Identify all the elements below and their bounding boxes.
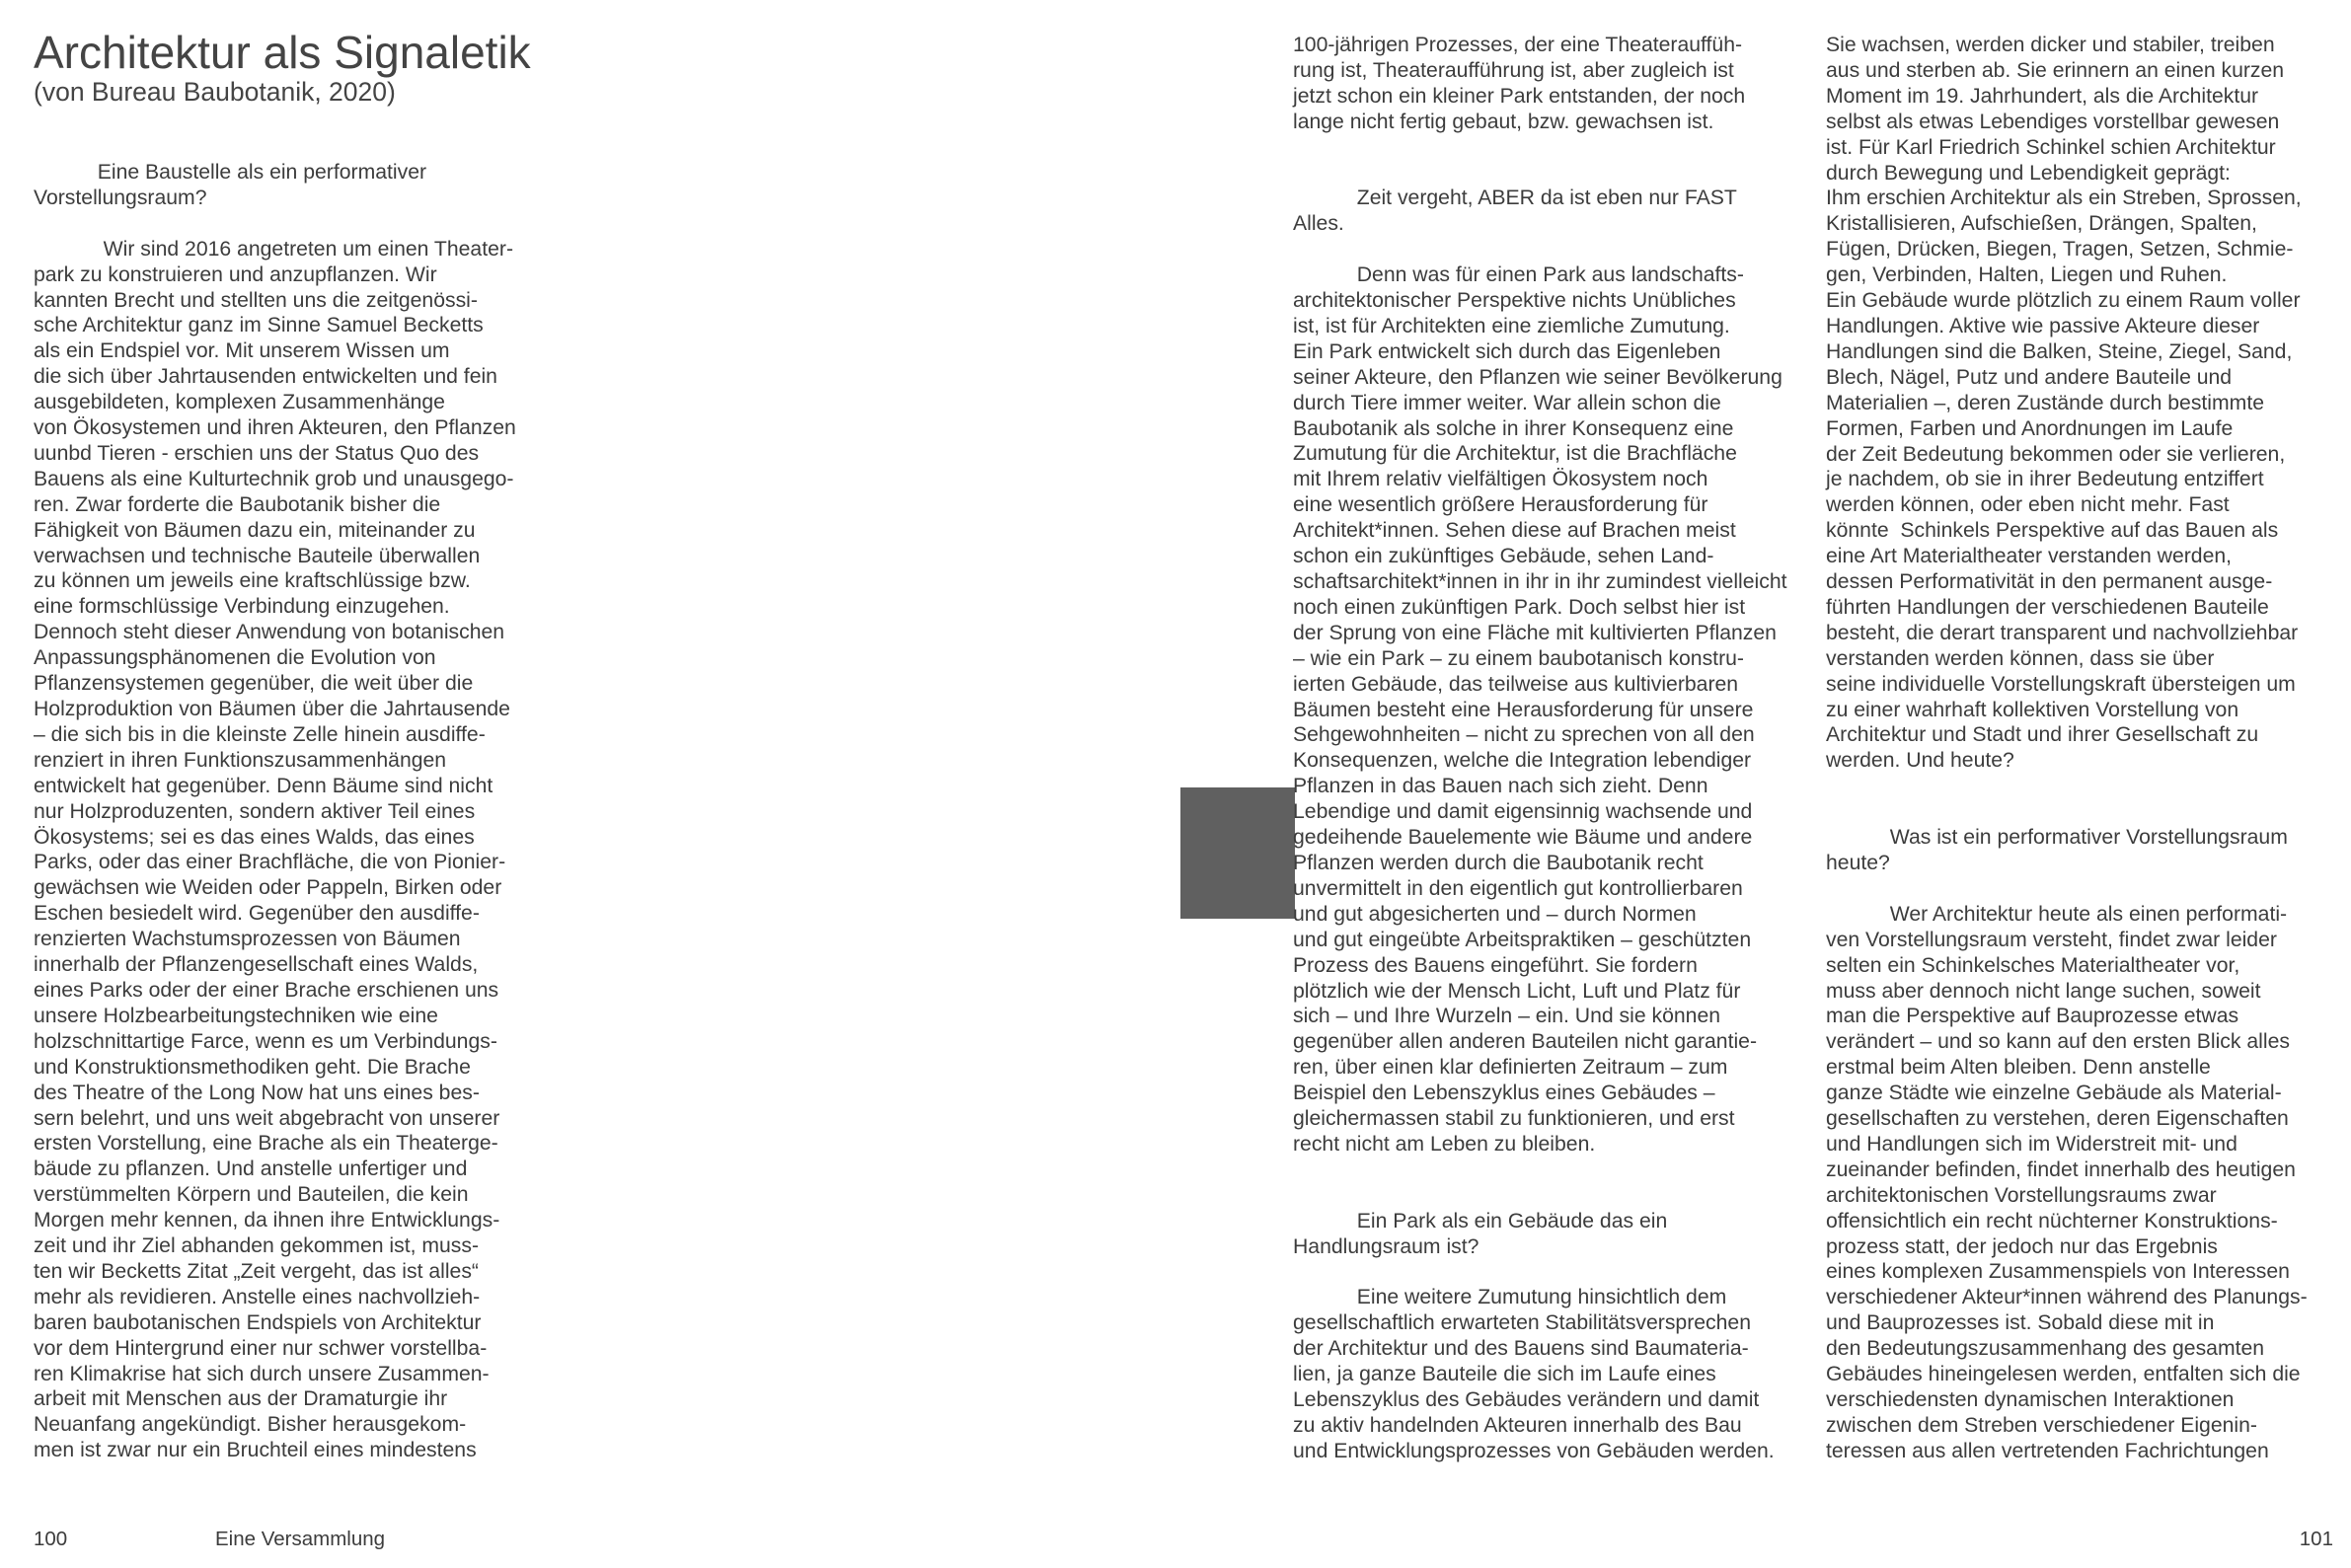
text-line: Beispiel den Lebenszyklus eines Gebäudes –: [1293, 1082, 1715, 1105]
text-line: unvermittelt in den eigentlich gut kontrollierbaren: [1293, 876, 1743, 900]
text-line: mit Ihrem relativ vielfältigen Ökosystem noch: [1293, 468, 1708, 491]
section-heading: [1293, 186, 1806, 237]
text-line: Pflanzensystemen gegenüber, die weit über die: [34, 672, 474, 696]
text-line: baren baubotanischen Endspiels von Architektur: [34, 1310, 482, 1334]
text-line: Bäumen besteht eine Herausforderung für unsere: [1293, 698, 1754, 721]
text-line: werden. Und heute?: [1826, 749, 2014, 773]
text-line: lien, ja ganze Bauteile die sich im Laufe eines: [1293, 1363, 1716, 1386]
paragraph-spacer: [1293, 1157, 1806, 1209]
text-line: Zeit vergeht, ABER da ist eben nur FAST: [1293, 187, 1737, 210]
text-line: Alles.: [1293, 212, 1344, 236]
text-line: die sich über Jahrtausenden entwickelten und fein: [34, 365, 497, 389]
text-line: schaftsarchitekt*innen in ihr in ihr zumindest vielleicht: [1293, 570, 1787, 593]
text-line: architektonischen Vorstellungsraums zwar: [1826, 1183, 2217, 1207]
text-line: von Ökosystemen und ihren Akteuren, den Pflanzen: [34, 416, 516, 440]
text-line: Moment im 19. Jahrhundert, als die Architektur: [1826, 84, 2259, 108]
text-line: und Bauprozesses ist. Sobald diese mit in: [1826, 1311, 2215, 1335]
text-line: Pflanzen werden durch die Baubotanik recht: [1293, 851, 1704, 874]
text-line: mehr als revidieren. Anstelle eines nachvollzieh-: [34, 1285, 481, 1308]
text-line: Eine Baustelle als ein performativer: [34, 161, 427, 184]
text-line: gewächsen wie Weiden oder Pappeln, Birken oder: [34, 876, 502, 900]
text-line: innerhalb der Pflanzengesellschaft eines Walds,: [34, 953, 479, 977]
text-line: Morgen mehr kennen, da ihnen ihre Entwicklungs-: [34, 1209, 500, 1232]
text-line: Handlungsraum ist?: [1293, 1234, 1479, 1258]
running-title: Eine Versammlung: [215, 1528, 386, 1550]
text-line: sern belehrt, und uns weit abgebracht von unserer: [34, 1106, 500, 1130]
text-line: der Zeit Bedeutung bekommen oder sie verlieren,: [1826, 442, 2286, 466]
text-line: Neuanfang angekündigt. Bisher herausgekom-: [34, 1413, 467, 1437]
text-line: Pflanzen in das Bauen nach sich zieht. Denn: [1293, 775, 1708, 798]
text-line: verstümmelten Körpern und Bauteilen, die kein: [34, 1183, 469, 1207]
text-line: ren. Zwar forderte die Baubotanik bisher die: [34, 492, 441, 516]
page-subtitle: (von Bureau Baubotanik, 2020): [34, 77, 396, 107]
text-line: eine Art Materialtheater verstanden werden,: [1826, 545, 2233, 568]
text-line: – die sich bis in die kleinste Zelle hinein ausdiffe-: [34, 722, 486, 746]
text-line: ten wir Becketts Zitat „Zeit vergeht, das ist alles“: [34, 1259, 479, 1283]
text-line: des Theatre of the Long Now hat uns eines bes-: [34, 1081, 480, 1104]
text-line: gen, Verbinden, Halten, Liegen und Ruhen.: [1826, 263, 2228, 287]
text-line: schon ein zukünftiges Gebäude, sehen Land-: [1293, 545, 1714, 568]
body-paragraph: [1293, 262, 1806, 1157]
text-line: – wie ein Park – zu einem baubotanisch konstru-: [1293, 646, 1744, 670]
text-line: heute?: [1826, 851, 1890, 874]
text-line: teressen aus allen vertretenden Fachrichtungen: [1826, 1439, 2269, 1462]
paragraph-spacer: [1293, 237, 1806, 262]
text-line: uunbd Tieren - erschien uns der Status Quo des: [34, 441, 480, 465]
text-line: verstanden werden können, dass sie über: [1826, 646, 2215, 670]
text-line: Ein Park als ein Gebäude das ein: [1293, 1209, 1668, 1232]
text-line: und Konstruktionsmethodiken geht. Die Brache: [34, 1055, 471, 1079]
text-line: durch Bewegung und Lebendigkeit geprägt:: [1826, 161, 2231, 185]
text-line: offensichtlich ein recht nüchterner Konstruktions-: [1826, 1209, 2278, 1232]
text-line: renzierten Wachstumsprozessen von Bäumen: [34, 928, 461, 951]
text-line: verschiedener Akteur*innen während des Planungs-: [1826, 1286, 2308, 1309]
text-line: könnte Schinkels Perspektive auf das Bauen als: [1826, 519, 2279, 543]
text-line: Eschen besiedelt wird. Gegenüber den ausdiffe-: [34, 902, 480, 926]
text-line: seine individuelle Vorstellungskraft übersteigen um: [1826, 672, 2296, 696]
text-line: ren, über einen klar definierten Zeitraum – zum: [1293, 1056, 1728, 1080]
text-line: Dennoch steht dieser Anwendung von botanischen: [34, 621, 505, 644]
text-line: und gut eingeübte Arbeitspraktiken – geschützten: [1293, 928, 1752, 951]
paragraph-spacer: [34, 211, 547, 237]
text-line: Handlungen sind die Balken, Steine, Ziegel, Sand,: [1826, 339, 2293, 363]
text-line: Wir sind 2016 angetreten um einen Theater-: [34, 237, 513, 261]
text-line: entwickelt hat gegenüber. Denn Bäume sind nicht: [34, 774, 493, 797]
text-line: der Architektur und des Bauens sind Baumateria-: [1293, 1337, 1749, 1361]
text-line: eine wesentlich größere Herausforderung für: [1293, 493, 1708, 517]
text-line: Eine weitere Zumutung hinsichtlich dem: [1293, 1286, 1727, 1309]
text-line: Vorstellungsraum?: [34, 186, 207, 209]
text-line: ren Klimakrise hat sich durch unsere Zusammen-: [34, 1362, 490, 1385]
left-text-column: [34, 160, 547, 1463]
right-text-column: [1826, 33, 2334, 1464]
text-line: durch Tiere immer weiter. War allein schon die: [1293, 391, 1721, 414]
paragraph-spacer: [1293, 1259, 1806, 1285]
text-line: je nachdem, ob sie in ihrer Bedeutung entziffert: [1826, 468, 2264, 491]
text-line: und Handlungen sich im Widerstreit mit- und: [1826, 1132, 2237, 1156]
text-line: Fähigkeit von Bäumen dazu ein, miteinander zu: [34, 518, 476, 542]
text-line: sche Architektur ganz im Sinne Samuel Becketts: [34, 314, 484, 337]
text-line: ausgebildeten, komplexen Zusammenhänge: [34, 391, 445, 414]
text-line: Ein Gebäude wurde plötzlich zu einem Raum voller: [1826, 289, 2301, 313]
text-line: zu aktiv handelnden Akteuren innerhalb des Bau: [1293, 1413, 1742, 1437]
text-line: Konsequenzen, welche die Integration lebendiger: [1293, 749, 1752, 773]
text-line: Lebenszyklus des Gebäudes verändern und damit: [1293, 1387, 1760, 1411]
body-paragraph: [34, 237, 547, 1464]
text-line: prozess statt, der jedoch nur das Ergebnis: [1826, 1234, 2218, 1258]
text-line: als ein Endspiel vor. Mit unserem Wissen um: [34, 339, 450, 363]
text-line: Prozess des Bauens eingeführt. Sie fordern: [1293, 953, 1698, 977]
text-line: Gebäudes hineingelesen werden, entfalten sich die: [1826, 1363, 2301, 1386]
text-line: sich – und Ihre Wurzeln – ein. Und sie können: [1293, 1005, 1721, 1028]
text-line: eine formschlüssige Verbindung einzugehen.: [34, 595, 450, 619]
text-line: gedeihende Bauelemente wie Bäume und andere: [1293, 826, 1753, 850]
section-heading: [1826, 825, 2334, 876]
text-line: recht nicht am Leben zu bleiben.: [1293, 1132, 1596, 1156]
text-line: besteht, die derart transparent und nachvollziehbar: [1826, 621, 2299, 644]
text-line: Denn was für einen Park aus landschafts-: [1293, 263, 1744, 287]
text-line: gleichermassen stabil zu funktionieren, und erst: [1293, 1107, 1735, 1131]
text-line: werden können, oder eben nicht mehr. Fast: [1826, 493, 2230, 517]
text-line: Wer Architektur heute als einen performati-: [1826, 902, 2288, 926]
text-line: Materialien –, deren Zustände durch bestimmte: [1826, 391, 2264, 414]
text-line: ersten Vorstellung, eine Brache als ein Theaterge-: [34, 1132, 498, 1156]
text-line: nur Holzproduzenten, sondern aktiver Teil eines: [34, 799, 476, 823]
text-line: Bauens als eine Kulturtechnik grob und unausgego-: [34, 467, 514, 490]
text-line: gesellschaften zu verstehen, deren Eigenschaften: [1826, 1107, 2289, 1131]
text-line: erstmal beim Alten bleiben. Denn anstelle: [1826, 1056, 2211, 1080]
text-line: selten ein Schinkelsches Materialtheater vor,: [1826, 953, 2240, 977]
text-line: Sie wachsen, werden dicker und stabiler, treiben: [1826, 34, 2275, 56]
text-line: selbst als etwas Lebendiges vorstellbar gewesen: [1826, 110, 2280, 133]
text-line: lange nicht fertig gebaut, bzw. gewachsen ist.: [1293, 110, 1714, 133]
text-line: verschiedensten dynamischen Interaktionen: [1826, 1388, 2235, 1411]
text-line: Blech, Nägel, Putz und andere Bauteile und: [1826, 365, 2233, 389]
text-line: Lebendige und damit eigensinnig wachsende und: [1293, 800, 1753, 824]
text-line: ist. Für Karl Friedrich Schinkel schien Architektur: [1826, 135, 2276, 159]
text-line: vor dem Hintergrund einer nur schwer vorstellba-: [34, 1336, 488, 1360]
text-line: zueinander befinden, findet innerhalb des heutigen: [1826, 1157, 2296, 1181]
text-line: zwischen dem Streben verschiedener Eigenin-: [1826, 1413, 2257, 1437]
right-page-number: 101: [2299, 1528, 2333, 1550]
text-line: und gut abgesicherten und – durch Normen: [1293, 902, 1697, 926]
paragraph-spacer: [1826, 876, 2334, 902]
text-line: muss aber dennoch nicht lange suchen, soweit: [1826, 979, 2261, 1003]
text-line: Ein Park entwickelt sich durch das Eigenleben: [1293, 339, 1721, 363]
text-line: ven Vorstellungsraum versteht, findet zwar leider: [1826, 928, 2277, 951]
text-line: Anpassungsphänomenen die Evolution von: [34, 646, 436, 670]
text-line: men ist zwar nur ein Bruchteil eines mindestens: [34, 1439, 477, 1462]
text-line: kannten Brecht und stellten uns die zeitgenössi-: [34, 288, 478, 312]
text-line: zu einer wahrhaft kollektiven Vorstellung von: [1826, 698, 2239, 721]
text-line: Handlungen. Aktive wie passive Akteure dieser: [1826, 314, 2260, 337]
text-line: Kristallisieren, Aufschießen, Drängen, Spalten,: [1826, 212, 2257, 236]
text-line: bäude zu pflanzen. Und anstelle unfertiger und: [34, 1157, 468, 1181]
text-line: Sehgewohnheiten – nicht zu sprechen von all den: [1293, 723, 1755, 747]
text-line: dessen Performativität in den permanent ausge-: [1826, 570, 2273, 594]
text-line: Ökosystems; sei es das eines Walds, das eines: [34, 825, 475, 849]
text-line: Architekt*innen. Sehen diese auf Brachen meist: [1293, 519, 1736, 543]
text-line: verändert – und so kann auf den ersten Blick alles: [1826, 1030, 2290, 1054]
text-line: eines Parks oder der einer Brache erschienen uns: [34, 978, 499, 1002]
text-line: park zu konstruieren und anzupflanzen. Wir: [34, 262, 437, 286]
text-line: aus und sterben ab. Sie erinnern an einen kurzen: [1826, 58, 2285, 82]
middle-text-column: [1293, 33, 1806, 1464]
page-title: Architektur als Signaletik: [34, 27, 531, 78]
body-paragraph: [1826, 902, 2334, 1464]
text-line: Parks, oder das einer Brachfläche, die von Pionier-: [34, 851, 506, 874]
text-line: Holzproduktion von Bäumen über die Jahrtausende: [34, 698, 510, 721]
text-line: ierten Gebäude, das teilweise aus kultivierbaren: [1293, 672, 1739, 696]
text-line: gesellschaftlich erwarteten Stabilitätsversprechen: [1293, 1311, 1752, 1335]
paragraph-spacer: [1293, 135, 1806, 187]
text-line: renziert in ihren Funktionszusammenhängen: [34, 748, 447, 772]
text-line: zu können um jeweils eine kraftschlüssige bzw.: [34, 569, 471, 593]
text-line: Architektur und Stadt und ihrer Gesellschaft zu: [1826, 723, 2259, 747]
text-line: eines komplexen Zusammenspiels von Interessen: [1826, 1260, 2290, 1284]
body-paragraph: [1293, 33, 1806, 135]
text-line: Fügen, Drücken, Biegen, Tragen, Setzen, Schmie-: [1826, 238, 2294, 261]
text-line: architektonischer Perspektive nichts Unübliches: [1293, 289, 1736, 313]
text-line: der Sprung von eine Fläche mit kultivierten Pflanzen: [1293, 621, 1777, 644]
text-line: noch einen zukünftigen Park. Doch selbst hier ist: [1293, 595, 1746, 619]
text-line: den Bedeutungszusammenhang des gesamten: [1826, 1337, 2265, 1361]
text-line: jetzt schon ein kleiner Park entstanden, der noch: [1293, 84, 1746, 108]
body-paragraph: [1293, 1285, 1806, 1463]
paragraph-spacer: [1826, 774, 2334, 825]
text-line: Was ist ein performativer Vorstellungsraum: [1826, 826, 2288, 850]
text-line: unsere Holzbearbeitungstechniken wie eine: [34, 1004, 438, 1027]
text-line: verwachsen und technische Bauteile überwallen: [34, 544, 481, 567]
section-heading: [1293, 1209, 1806, 1260]
left-page-number: 100: [34, 1528, 68, 1550]
text-line: holzschnittartige Farce, wenn es um Verbindungs-: [34, 1029, 497, 1053]
text-line: Formen, Farben und Anordnungen im Laufe: [1826, 416, 2234, 440]
text-line: gegenüber allen anderen Bauteilen nicht garantie-: [1293, 1030, 1758, 1054]
text-line: plötzlich wie der Mensch Licht, Luft und Platz für: [1293, 979, 1741, 1003]
text-line: seiner Akteure, den Pflanzen wie seiner Bevölkerung: [1293, 365, 1782, 389]
text-line: Zumutung für die Architektur, ist die Brachfläche: [1293, 442, 1737, 466]
text-line: Baubotanik als solche in ihrer Konsequenz eine: [1293, 416, 1734, 440]
text-line: ganze Städte wie einzelne Gebäude als Material-: [1826, 1082, 2282, 1105]
text-line: zeit und ihr Ziel abhanden gekommen ist, muss-: [34, 1234, 480, 1258]
text-line: und Entwicklungsprozesses von Gebäuden werden.: [1293, 1439, 1775, 1462]
text-line: ist, ist für Architekten eine ziemliche Zumutung.: [1293, 314, 1730, 337]
text-line: Ihm erschien Architektur als ein Streben, Sprossen,: [1826, 187, 2302, 210]
text-line: rung ist, Theateraufführung ist, aber zugleich ist: [1293, 58, 1734, 82]
body-paragraph: [1826, 33, 2334, 774]
text-line: man die Perspektive auf Bauprozesse etwas: [1826, 1005, 2239, 1028]
text-line: 100-jährigen Prozesses, der eine Theaterauffüh-: [1293, 34, 1743, 56]
text-line: arbeit mit Menschen aus der Dramaturgie ihr: [34, 1387, 448, 1411]
text-line: führten Handlungen der verschiedenen Bauteile: [1826, 595, 2269, 619]
section-heading: [34, 160, 547, 211]
